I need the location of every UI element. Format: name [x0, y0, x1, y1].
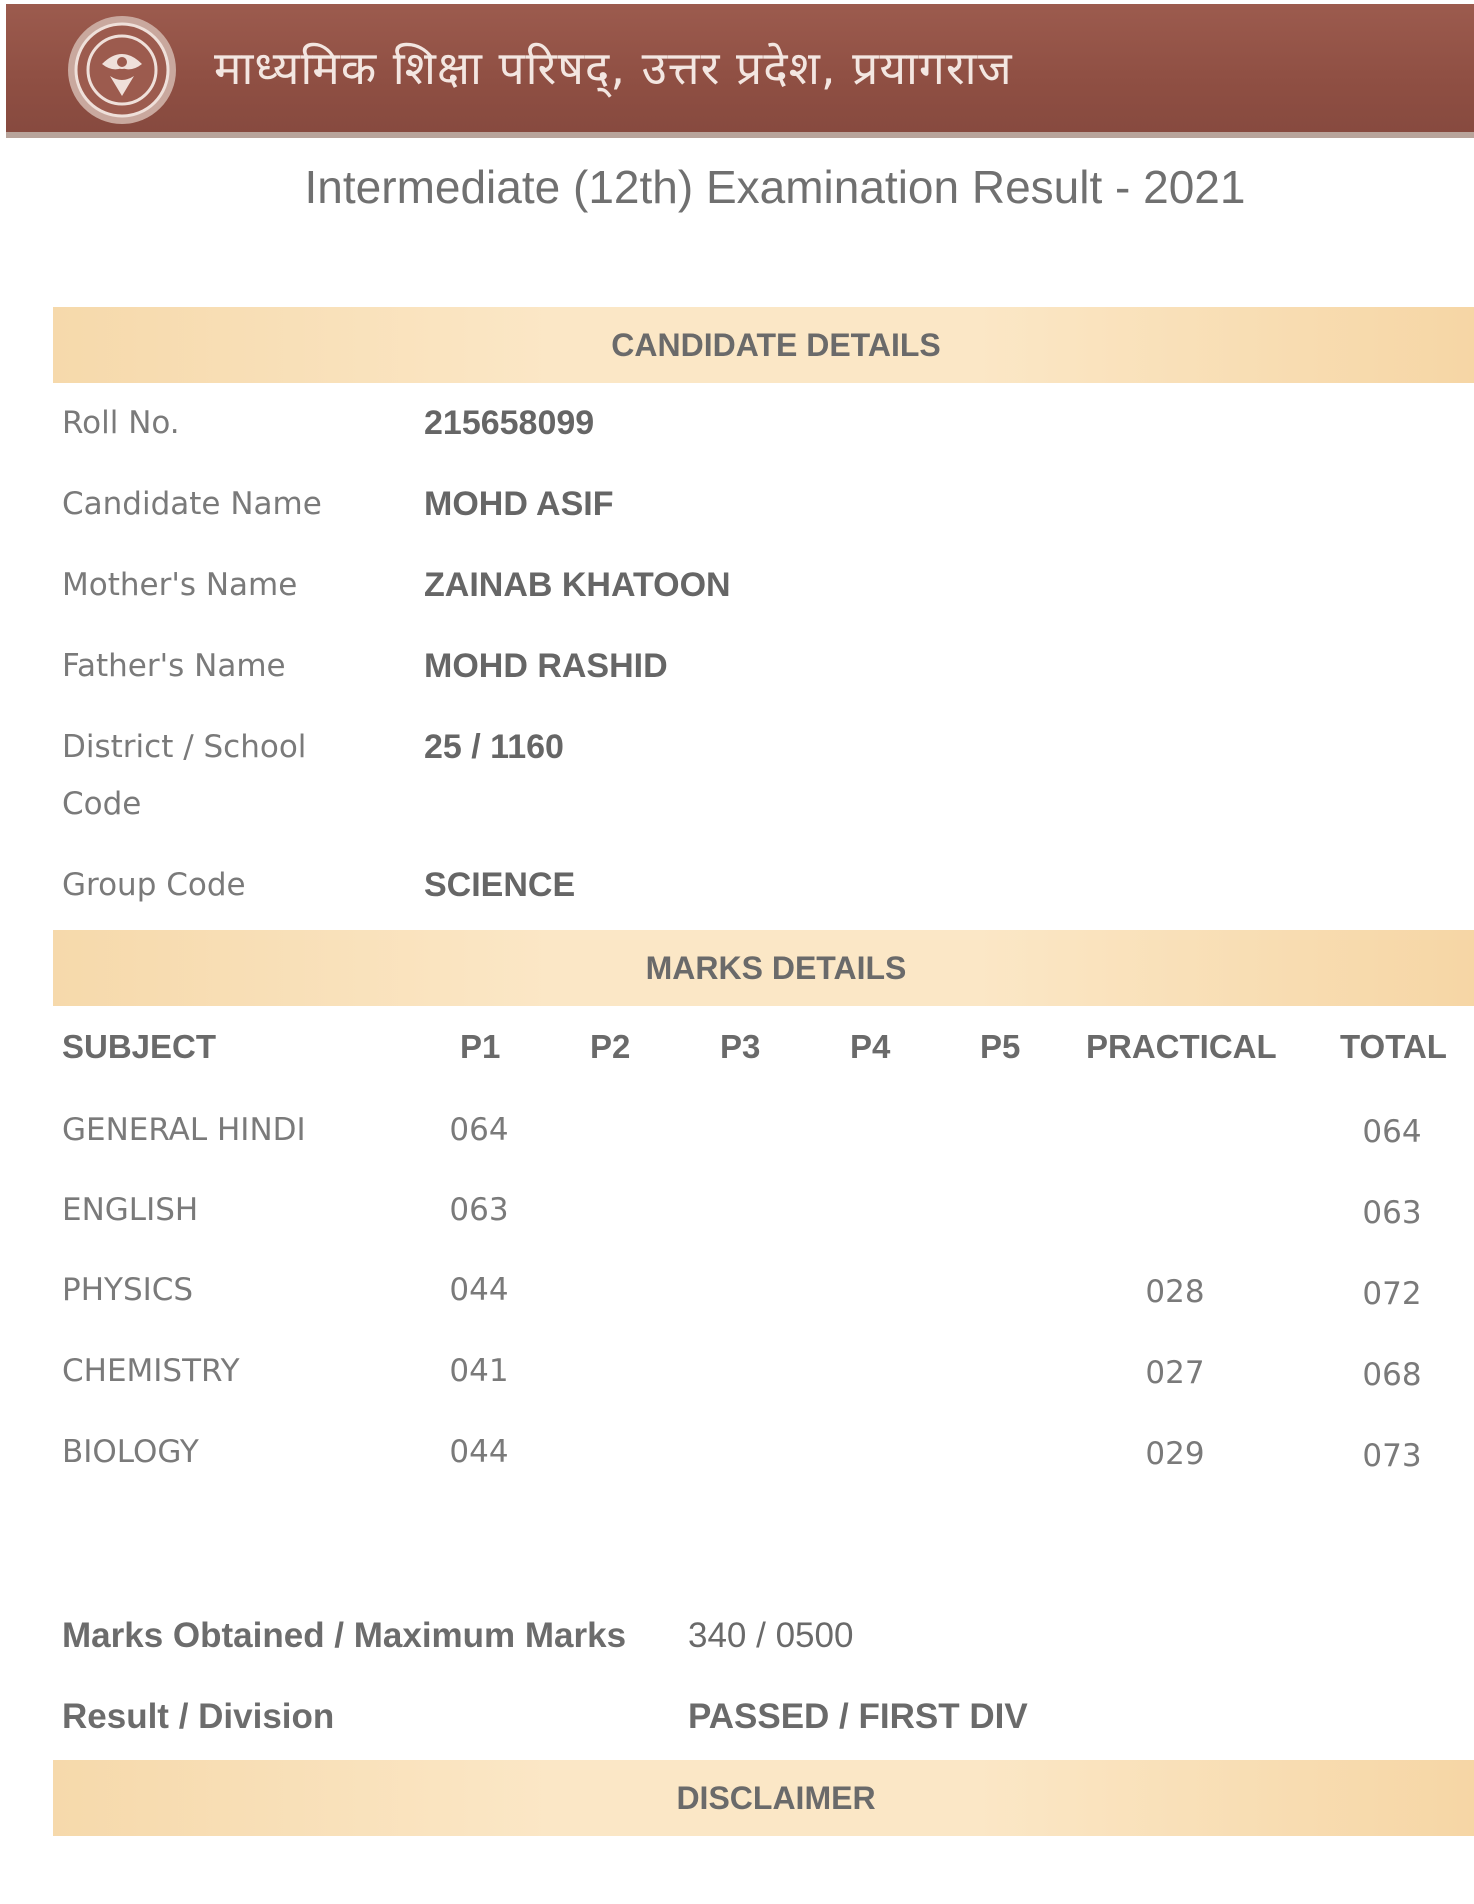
table-row-subject: GENERAL HINDI	[62, 1112, 306, 1148]
table-row-practical: 028	[1145, 1274, 1205, 1310]
table-row-subject: ENGLISH	[62, 1192, 199, 1228]
table-row-p1: 044	[449, 1434, 509, 1470]
marks-obtained-value: 340 / 0500	[688, 1616, 854, 1655]
column-header-p2: P2	[590, 1028, 631, 1065]
marks-obtained-label: Marks Obtained / Maximum Marks	[62, 1616, 627, 1655]
father-name-value: MOHD RASHID	[424, 647, 668, 685]
table-row-p1: 041	[449, 1353, 509, 1389]
table-row-total: 073	[1362, 1438, 1422, 1474]
candidate-details-header	[53, 307, 1474, 383]
column-header-practical: PRACTICAL	[1086, 1028, 1277, 1065]
group-code-value: SCIENCE	[424, 866, 576, 904]
disclaimer-header	[53, 1760, 1474, 1836]
table-row-subject: PHYSICS	[62, 1272, 194, 1308]
mother-name-value: ZAINAB KHATOON	[424, 566, 731, 604]
header-banner	[6, 4, 1474, 138]
column-header-p4: P4	[850, 1028, 891, 1065]
table-row-subject: CHEMISTRY	[62, 1353, 240, 1389]
roll-no-label: Roll No.	[62, 405, 180, 441]
table-row-p1: 064	[449, 1112, 509, 1148]
table-row-total: 063	[1362, 1195, 1422, 1231]
table-row-subject: BIOLOGY	[62, 1434, 199, 1470]
board-name: माध्यमिक शिक्षा परिषद्, उत्तर प्रदेश, प्रयागराज	[214, 41, 1013, 95]
table-row-total: 072	[1362, 1276, 1422, 1312]
column-header-p1: P1	[460, 1028, 501, 1065]
candidate-name-value: MOHD ASIF	[424, 485, 614, 523]
roll-no-value: 215658099	[424, 404, 595, 442]
table-row-total: 068	[1362, 1357, 1422, 1393]
marks-details-header	[53, 930, 1474, 1006]
exam-title: Intermediate (12th) Examination Result - 2021	[304, 161, 1246, 213]
column-header-p3: P3	[720, 1028, 761, 1065]
disclaimer-title: DISCLAIMER	[676, 1780, 876, 1816]
table-row-practical: 027	[1145, 1355, 1205, 1391]
column-header-total: TOTAL	[1340, 1028, 1447, 1065]
table-row-p1: 063	[449, 1192, 509, 1228]
result-division-value: PASSED / FIRST DIV	[688, 1697, 1028, 1736]
candidate-details-title: CANDIDATE DETAILS	[611, 327, 941, 363]
up-government-emblem-icon	[66, 14, 178, 126]
table-row-p1: 044	[449, 1272, 509, 1308]
table-row-practical: 029	[1145, 1436, 1205, 1472]
table-row-total: 064	[1362, 1114, 1422, 1150]
result-division-label: Result / Division	[62, 1697, 335, 1736]
candidate-name-label: Candidate Name	[62, 486, 322, 522]
district-school-value: 25 / 1160	[424, 728, 564, 766]
father-name-label: Father's Name	[62, 648, 286, 684]
column-header-subject: SUBJECT	[62, 1028, 217, 1065]
marks-details-title: MARKS DETAILS	[645, 950, 907, 986]
group-code-label: Group Code	[62, 867, 246, 903]
mother-name-label: Mother's Name	[62, 567, 298, 603]
district-school-label: District / School Code	[62, 729, 307, 822]
column-header-p5: P5	[980, 1028, 1021, 1065]
